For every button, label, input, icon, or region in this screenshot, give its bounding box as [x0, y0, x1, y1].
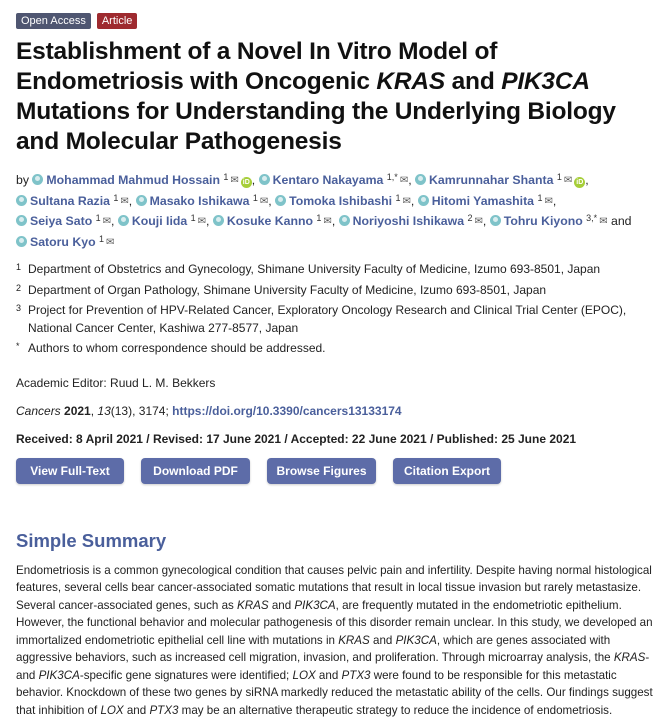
author-name[interactable]: Masako Ishikawa [150, 194, 250, 208]
author-name[interactable]: Kosuke Kanno [227, 214, 313, 228]
academic-editor: Academic Editor: Ruud L. M. Bekkers [16, 376, 654, 390]
action-buttons [16, 458, 654, 484]
affiliation-item: 2 Department of Organ Pathology, Shimane University Faculty of Medicine, Izumo 693-8501, Japan [16, 282, 654, 300]
author-name[interactable]: Kouji Iida [132, 214, 187, 228]
by-label: by [16, 173, 29, 187]
doi-link[interactable]: https://doi.org/10.3390/cancers13133174 [172, 404, 401, 418]
email-icon[interactable]: ✉ [260, 193, 268, 211]
email-icon[interactable]: ✉ [230, 172, 238, 190]
email-icon[interactable]: ✉ [599, 213, 607, 231]
email-icon[interactable]: ✉ [103, 213, 111, 231]
author-profile-icon [339, 215, 350, 226]
email-icon[interactable]: ✉ [475, 213, 483, 231]
author-entry: Hitomi Yamashita $^1$ ✉, [418, 194, 557, 208]
simple-summary-text: Endometriosis is a common gynecological condition that causes pelvic pain and infertility. Despite having normal histological features, several cells bear cancer-associated somatic mutations that result in local tissue invasion but rarely metastasize. Several cancer-associated genes, such as KRAS and PIK3CA, are frequently mutated in the endometriotic epithelium. However, the functional behavior and molecular pathogenesis of this disorder remain unclear. In this study, we developed an immortalized endometriotic epithelial cell line with mutations in KRAS and PIK3CA, which are genes associated with aggressive behaviors, such as increased cell migration, invasion, and proliferation. Through microarray analysis, the KRAS- and PIK3CA-specific gene signatures were identified; LOX and PTX3 were found to be responsible for this metastatic behavior. Knockdown of these two genes by siRNA markedly reduced the metastatic ability of the cells. Our findings suggest that inhibition of LOX and PTX3 may be an alternative therapeutic strategy to reduce the incidence of endometriosis. [16, 562, 654, 719]
badge-row [16, 0, 654, 29]
author-profile-icon [16, 236, 27, 247]
author-entry: Tomoka Ishibashi $^1$ ✉, [275, 194, 414, 208]
author-profile-icon [259, 174, 270, 185]
author-name[interactable]: Satoru Kyo [30, 235, 96, 249]
download-pdf-button[interactable]: Download PDF [141, 458, 250, 484]
affiliation-item: 1 Department of Obstetrics and Gynecology, Shimane University Faculty of Medicine, Izumo 693-8501, Japan [16, 261, 654, 279]
author-entry: Kosuke Kanno $^1$ ✉, [213, 214, 335, 228]
author-name[interactable]: Tohru Kiyono [504, 214, 583, 228]
email-icon[interactable]: ✉ [198, 213, 206, 231]
author-name[interactable]: Hitomi Yamashita [432, 194, 534, 208]
email-icon[interactable]: ✉ [120, 193, 128, 211]
email-icon[interactable]: ✉ [564, 172, 572, 190]
author-profile-icon [118, 215, 129, 226]
orcid-icon[interactable]: iD [241, 177, 252, 188]
author-profile-icon [16, 215, 27, 226]
email-icon[interactable]: ✉ [323, 213, 331, 231]
author-entry: Mohammad Mahmud Hossain $^1$ ✉ iD , [32, 173, 255, 187]
author-list [16, 169, 654, 251]
author-name[interactable]: Seiya Sato [30, 214, 92, 228]
view-full-text-button[interactable]: View Full-Text [16, 458, 124, 484]
author-name[interactable]: Noriyoshi Ishikawa [353, 214, 464, 228]
email-icon[interactable]: ✉ [106, 234, 114, 252]
author-profile-icon [32, 174, 43, 185]
author-profile-icon [418, 195, 429, 206]
author-entry: Kouji Iida $^1$ ✉, [118, 214, 210, 228]
orcid-icon[interactable]: iD [574, 177, 585, 188]
affiliation-item: 3 Project for Prevention of HPV-Related Cancer, Exploratory Oncology Research and Clinical Trial Center (EPOC), National Cancer Center, Kashiwa 277-8577, Japan [16, 302, 654, 337]
email-icon[interactable]: ✉ [400, 172, 408, 190]
author-profile-icon [275, 195, 286, 206]
author-entry: Kentaro Nakayama $^{1,*}$ ✉, [259, 173, 412, 187]
author-profile-icon [415, 174, 426, 185]
article-title: Establishment of a Novel In Vitro Model of Endometriosis with Oncogenic KRAS and PIK3CA Mutations for Understanding the Underlying Biology and Molecular Pathogenesis [16, 37, 654, 157]
author-entry: Satoru Kyo $^1$ ✉ [16, 235, 114, 249]
article-type-badge: Article [97, 13, 138, 29]
author-profile-icon [136, 195, 147, 206]
author-entry: Seiya Sato $^1$ ✉, [16, 214, 114, 228]
citation-export-button[interactable]: Citation Export [393, 458, 501, 484]
author-entry: Noriyoshi Ishikawa $^2$ ✉, [339, 214, 487, 228]
affiliation-list [16, 261, 654, 358]
author-name[interactable]: Sultana Razia [30, 194, 110, 208]
author-entry: Kamrunnahar Shanta $^1$ ✉ iD , [415, 173, 589, 187]
author-name[interactable]: Mohammad Mahmud Hossain [46, 173, 220, 187]
citation-line: Cancers 2021, 13(13), 3174; https://doi.org/10.3390/cancers13133174 [16, 404, 654, 418]
open-access-badge[interactable]: Open Access [16, 13, 91, 29]
publication-dates: Received: 8 April 2021 / Revised: 17 June 2021 / Accepted: 22 June 2021 / Published: 25 June 2021 [16, 432, 654, 446]
email-icon[interactable]: ✉ [544, 193, 552, 211]
author-entry: Sultana Razia $^1$ ✉, [16, 194, 132, 208]
author-profile-icon [213, 215, 224, 226]
author-name[interactable]: Kamrunnahar Shanta [429, 173, 553, 187]
author-entry: Tohru Kiyono $^{3,*}$ ✉ and [490, 214, 632, 228]
author-entry: Masako Ishikawa $^1$ ✉, [136, 194, 272, 208]
author-name[interactable]: Tomoka Ishibashi [289, 194, 392, 208]
email-icon[interactable]: ✉ [403, 193, 411, 211]
simple-summary-heading: Simple Summary [16, 530, 654, 552]
author-profile-icon [490, 215, 501, 226]
author-profile-icon [16, 195, 27, 206]
affiliation-item: * Authors to whom correspondence should be addressed. [16, 340, 654, 358]
author-name[interactable]: Kentaro Nakayama [273, 173, 384, 187]
and-label: and [611, 214, 632, 228]
browse-figures-button[interactable]: Browse Figures [267, 458, 376, 484]
